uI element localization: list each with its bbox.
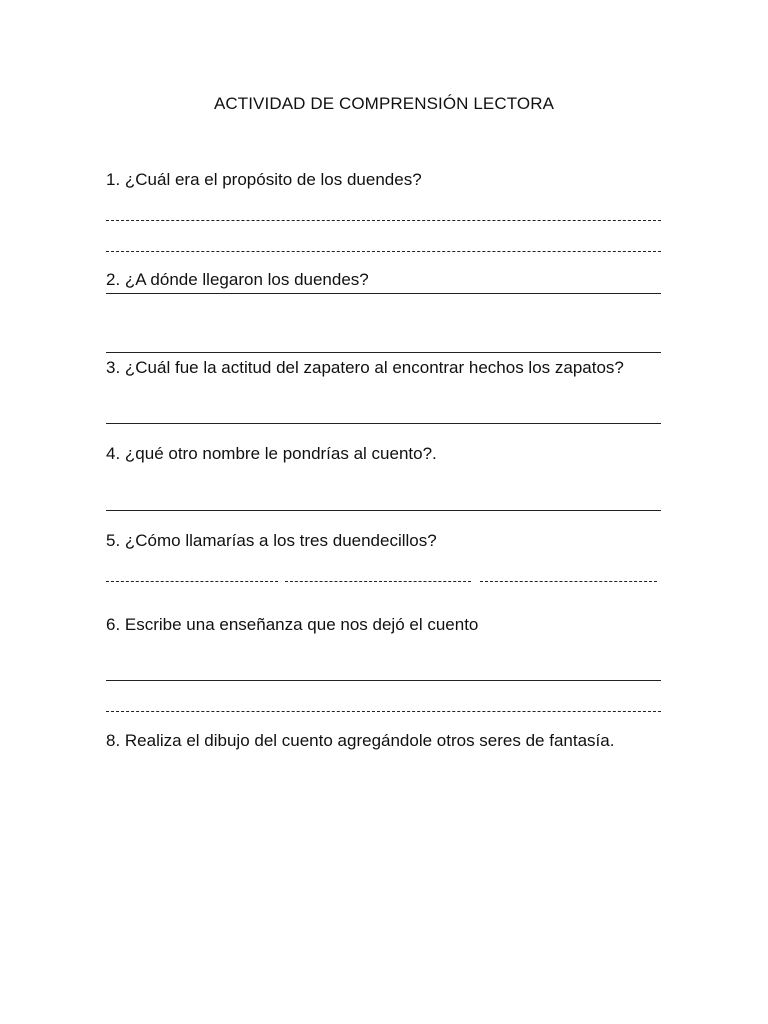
answer-line-2a xyxy=(106,293,661,294)
question-2: 2. ¿A dónde llegaron los duendes? xyxy=(106,270,369,289)
answer-line-5a xyxy=(106,581,278,582)
question-8: 8. Realiza el dibujo del cuento agregándole otros seres de fantasía. xyxy=(106,731,615,750)
question-5: 5. ¿Cómo llamarías a los tres duendecillos? xyxy=(106,531,437,550)
question-3: 3. ¿Cuál fue la actitud del zapatero al encontrar hechos los zapatos? xyxy=(106,358,624,377)
answer-line-5b xyxy=(285,581,471,582)
answer-line-6b xyxy=(106,711,661,712)
question-1: 1. ¿Cuál era el propósito de los duendes? xyxy=(106,170,422,189)
question-6: 6. Escribe una enseñanza que nos dejó el cuento xyxy=(106,615,479,634)
question-4: 4. ¿qué otro nombre le pondrías al cuento?. xyxy=(106,444,437,463)
answer-line-1a xyxy=(106,220,661,221)
answer-line-6a xyxy=(106,680,661,681)
answer-line-5c xyxy=(480,581,657,582)
answer-line-1b xyxy=(106,251,661,252)
page-title: ACTIVIDAD DE COMPRENSIÓN LECTORA xyxy=(213,94,555,113)
answer-line-4 xyxy=(106,510,661,511)
answer-line-2b xyxy=(106,352,661,353)
answer-line-3 xyxy=(106,423,661,424)
